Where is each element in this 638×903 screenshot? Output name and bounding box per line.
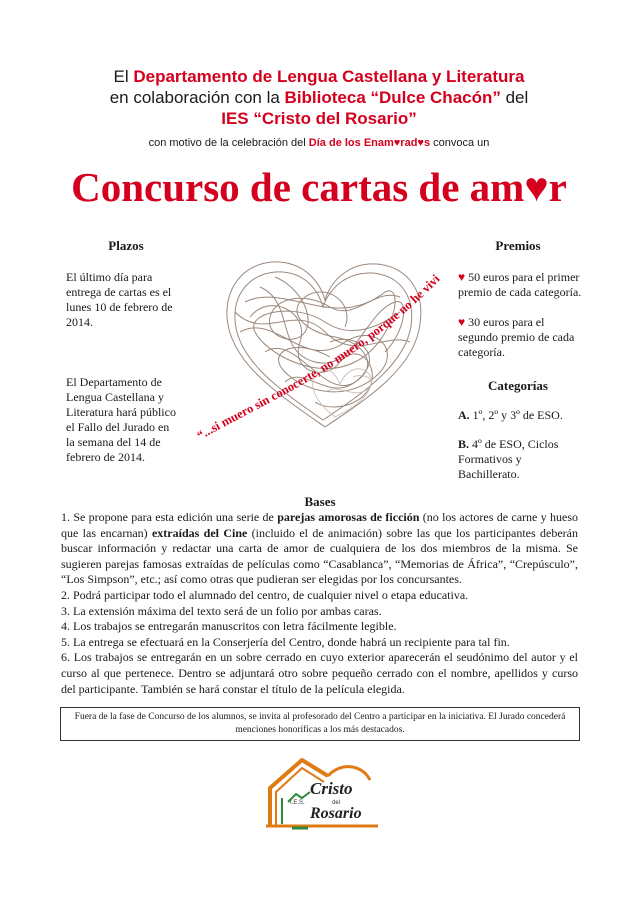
logo-cristo-text: Cristo xyxy=(310,779,353,798)
bases-item-1: 1. Se propone para esta edición una serie de parejas amorosas de ficción (no los actores de carne y hueso que las encarnan) extraídas del Cine (incluido el de animación) sobre las que los participantes deberán buscar información y redactar una carta de amor de cualquiera de los dos miembros de la misma. Se sugieren parejas famosas extraídas de películas como “Casablanca”, “Memorias de África”, “Crepúsculo”, “Los Simpson”, etc.; así como otras que pudieran ser elegidas por los concursantes. xyxy=(61,510,578,587)
logo-del-text: del xyxy=(332,800,341,806)
bases-item-4: 4. Los trabajos se entregarán manuscritos con letra fácilmente legible. xyxy=(61,619,397,634)
bases-heading: Bases xyxy=(304,494,336,509)
bases-text xyxy=(61,510,578,697)
plazos-text-1: El último día para entrega de cartas es el lunes 10 de febrero de 2014. xyxy=(66,270,173,329)
header-line-3: IES “Cristo del Rosario” xyxy=(221,109,417,128)
plazos-heading: Plazos xyxy=(108,238,144,253)
logo-rosario-text: Rosario xyxy=(310,805,362,822)
bases-item-5: 5. La entrega se efectuará en la Conserjería del Centro, donde habrá un recipiente para tal fin. xyxy=(61,634,510,649)
school-logo xyxy=(262,746,382,836)
bases-item-2: 2. Podrá participar todo el alumnado del centro, de cualquier nivel o etapa educativa. xyxy=(61,587,469,602)
profesorado-note: Fuera de la fase de Concurso de los alumnos, se invita al profesorado del Centro a participar en la iniciativa. El Jurado concederá menciones honoríficas a los más destacados. xyxy=(60,707,580,741)
premios-heading: Premios xyxy=(495,238,541,253)
bases-item-3: 3. La extensión máxima del texto será de un folio por ambas caras. xyxy=(61,603,382,618)
categorias-heading: Categorías xyxy=(488,378,548,393)
love-quote xyxy=(180,250,460,450)
logo-ies-text: I.E.S. xyxy=(290,800,305,806)
love-quote-text: “...si muero sin conocerte, no muero, porque no he vivi xyxy=(194,271,443,443)
header-line-2: en colaboración con la Biblioteca “Dulce Chacón” del xyxy=(109,88,529,107)
school-logo-icon xyxy=(262,746,382,836)
plazos-text-2: El Departamento de Lengua Castellana y Literatura hará público el Fallo del Jurado en la semana del 14 de febrero de 2014. xyxy=(66,375,176,464)
header-line-1: El Departamento de Lengua Castellana y Literatura xyxy=(113,67,525,86)
page-title: Concurso de cartas de am♥r xyxy=(71,164,567,210)
premio-item-2: ♥ 30 euros para el segundo premio de cada categoría. xyxy=(458,315,575,359)
premio-item-1: ♥ 50 euros para el primer premio de cada categoría. xyxy=(458,270,582,299)
svg-text:“...si muero sin conocerte, no xyxy=(180,250,443,443)
categoria-b: B. 4º de ESO, Ciclos Formativos y Bachillerato. xyxy=(458,437,559,481)
heart-bullet-icon: ♥ xyxy=(458,270,466,284)
bases-item-6: 6. Los trabajos se entregarán en un sobre cerrado en cuyo exterior aparecerán el seudónimo del autor y el curso al que pertenece. Dentro se adjuntará otro sobre pequeño cerrado con el nombre, apellidos y curso del participante. También se hará constar el título de la película elegida. xyxy=(61,650,578,696)
motivo-line: con motivo de la celebración del Día de los Enam♥rad♥s convoca un xyxy=(148,137,490,149)
categoria-a: A. 1º, 2º y 3º de ESO. xyxy=(458,408,563,422)
heart-bullet-icon: ♥ xyxy=(458,315,466,329)
